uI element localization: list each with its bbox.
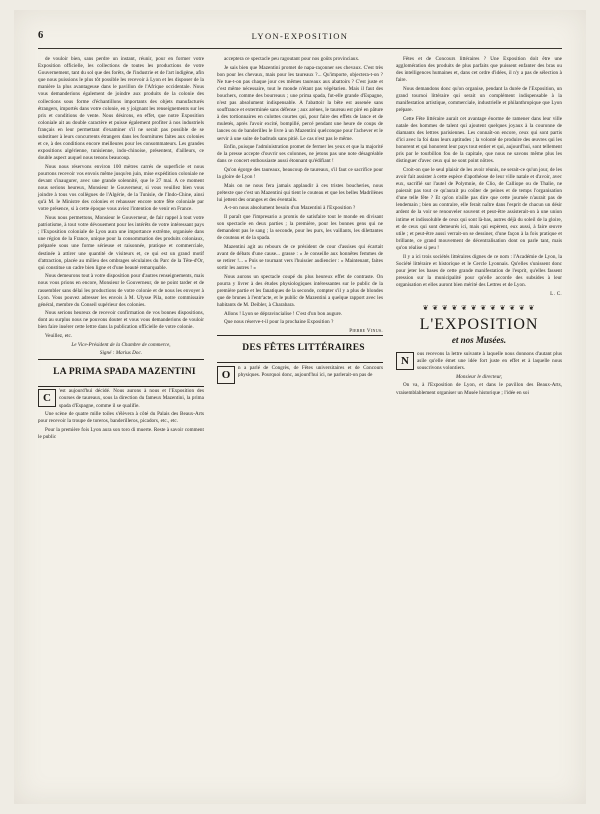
- drop-cap: O: [217, 366, 235, 384]
- body-paragraph: Une scène de quatre mille toiles s'élèvera à côté du Palais des Beaux-Arts pour recevoir la troupe de toreros, banderilleros, picadors, etc., etc.: [38, 411, 204, 425]
- body-paragraph: Veuillez, etc.: [45, 333, 73, 340]
- paragraph-text: 'est aujourd'hui décidé. Nous aurons à nous et l'Exposition des courses de taureaux, sous la direction du fameux Mazentini, la prima spada d'Espagne, comme il se qualifie.: [59, 388, 204, 409]
- body-paragraph: A-t-on nous absolument besoin d'un Mazentini à l'Exposition ?: [224, 205, 356, 212]
- column-container: [38, 56, 562, 796]
- body-paragraph: Cette Fête littéraire aurait cet avantage énorme de ramener dans leur ville natale des hommes de talent qui ajoutent quelques joyaux à la couronne de diamants des lettres parisiennes. Les connaît-on encore, ceux qui sont partis d'ici avec la foi dans leurs aptitudes ; la volonté de produire des œuvres qui les honorent et qui honorent leur pays tout entier et qui, aujourd'hui, sont tellement pris par le tourbillon fou de la capitale, que nous ne savons même plus les distinguer d'avec ceux qui ne sont point nôtres.: [396, 115, 562, 165]
- body-paragraph: Croit-on que le seul plaisir de les avoir réunis, ne serait-ce qu'un jour, de les avoir fait assister à cette espèce d'apothéose de leur ville natale et d'avoir, avec eux, sacrifié sur l'autel de Polymnie, de Clio, de Calliope ou de Thalie, ne paierait pas tout ce qu'aurait pu coûter de peines et de temps l'organisation d'une telle fête ? Et qu'on n'aille pas dire que cette journée n'aurait pas de lendemain ; bien au contraire, elle ferait naître dans l'esprit de chacun un désir ardent de la voir se renouveler souvent et peut-être assisterait-on à une union intime et indissoluble de ceux qui sont là-bas, autres déjà du soleil de la gloire, et de ceux qui sont demeurés ici, mais qui espèrent, eux aussi, à faire œuvre utile ; et peut-être aussi verrait-on se dessiner, d'une façon à la fois pratique et brillante, ce grand mouvement de décentralisation dont on parle tant, mais qu'on réalise si peu !: [396, 166, 562, 251]
- body-paragraph: acceptera ce spectacle peu ragoutant pour nos goûts provinciaux.: [224, 56, 360, 62]
- article-title: DES FÊTES LITTÉRAIRES: [242, 343, 365, 354]
- body-paragraph: Nous aurons un spectacle coupé du plus heureux effet de contraste. On pourra y livrer à des études physiologiques intéressantes sur le public de la première partie et les fanatiques de la seconde, compter s'il y a plus de blondes que de brunes à l'entr'acte, et le public de Mazentini a quelque rapport avec les habitants de M. Deibler, à Charabara.: [217, 273, 383, 309]
- body-paragraph: Mais on ne nous fera jamais applaudir à ces tristes boucheries, nous prétexte que c'est un Mazentini qui tient le couteau et que les belles Madrilènes lui jettent des oranges et des éventails.: [217, 182, 383, 203]
- article-heading-block: [217, 335, 383, 363]
- body-paragraph: Nous nous réservons environ 100 mètres carrés de superficie et nous pourrons recevoir vos envois même jusqu'en juin, mise expédition coloniale ne devant s'inaugurer, avec une grande solennité, que le 27 mai. A ce moment nous serions heureux, Monsieur le Gouverneur, si vous veuillez bien vous joindre à tous vos collègues de l'Algérie, de la Tunisie, de l'Indo-Chine, ainsi qu'à M. le Ministre des colonies et rehausser encore notre fête coloniale par votre présence, si à cette époque vous aviez l'intention de venir en France.: [38, 163, 204, 213]
- feature-subtitle: et nos Musées.: [451, 335, 507, 346]
- feature-title: L'EXPOSITION: [419, 316, 539, 334]
- body-paragraph-dropcap: [38, 388, 204, 409]
- header-rule: [38, 48, 562, 49]
- body-paragraph: On va, à l'Exposition de Lyon, et dans le pavillon des Beaux-Arts, vraisemblablement organiser un Musée historique ; l'idée en soi: [396, 382, 562, 396]
- article-signature: L. C.: [550, 291, 562, 297]
- drop-cap: C: [38, 389, 56, 407]
- body-paragraph: Qu'on égorge des taureaux, beaucoup de taureaux, s'il faut ce sacrifice pour la gloire de Lyon !: [217, 166, 383, 180]
- body-paragraph: Allons ! Lyon se dépravincialise ! C'est d'un bon augure.: [224, 310, 343, 317]
- body-paragraph: Il paraît que l'impresario a promis de satisfaire tout le monde en divisant son spectacle en deux parties ; la première, pour les bonnes gens qui ne demandent pas le sang ; la seconde, pour les purs, les vaillants, les dilettantes de couteau et de la spada.: [217, 213, 383, 242]
- paper-sheet: [14, 10, 586, 804]
- body-paragraph: Que nous réserve-t-il pour la prochaine Exposition ?: [224, 319, 334, 326]
- body-paragraph-dropcap: [217, 365, 383, 379]
- ornament-divider: ❦ ❦ ❦ ❦ ❦ ❦ ❦ ❦ ❦ ❦ ❦ ❦: [422, 304, 536, 313]
- body-paragraph: Enfin, puisque l'administration promet de fermer les yeux et que la majorité de la presse accepte d'ouvrir ses colonnes, ne jetons pas une note désagréable dans ce concert enthousiaste aussi étonnant qu'édifiant !: [217, 144, 383, 165]
- drop-cap: N: [396, 352, 414, 370]
- running-head: [38, 30, 562, 46]
- body-paragraph: de vouloir bien, sans perdre un instant, réunir, pour en former votre Exposition officielle, les collections de toutes les productions de votre Gouvernement, tant du sol que des forêts, de l'industrie et de l'art indigène, afin que nous puissions le plus tôt possible les recevoir à Lyon et les disposer de la manière la plus avantageuse dans le pavillon de l'Afrique occidentale. Nous vous demanderions également de joindre aux produits de la colonie des collections sous forme d'échantillons importants des objets manufacturés étrangers, importés dans votre colonie, en y joignant les renseignements sur les prix et conditions de vente. Nous désirons, en effet, que notre Exposition coloniale ait au double caractère et puisse également profiter à nos industriels français en leur permettant d'examiner s'il ne serait pas possible de se substituer à leurs concurrents étrangers dans les fournitures faites aux colonies et ce, à des conditions encore meilleures pour les consommateurs. Les grandes expositions algérienne, tunisienne, indo-chinoise, présentent, d'ailleurs, ce double aspect auquel nous tenons beaucoup.: [38, 56, 204, 162]
- article-signature: Pierre Vinus.: [349, 328, 383, 335]
- body-paragraph: Pour la première fois Lyon aura son toro di muerte. Reste à savoir comment le public: [38, 426, 204, 440]
- paragraph-text: n a parlé de Congrès, de Fêtes universitaires et de Concours physiques. Pourquoi donc, aujourd'hui ici, ne parlerait-on pas de: [238, 364, 383, 379]
- article-heading-block: [38, 359, 204, 387]
- body-paragraph: Nous nous permettons, Monsieur le Gouverneur, de fair rappel à tout votre patriotisme, à tout votre dévouement pour les intérêts de votre intéressant pays ; l'Exposition coloniale de Lyon aura une importance extrême, organisée dans une région de la France, unique pour la consommation des produits coloniaux, préparée sous une forme sérieuse et raisonnée, pratique et commerciale, destinée à attirer une quantité de visiteurs et, ce qui est un grand motif d'attraction, placée au milieu des ombrages séculaires du Parc de la Tête-d'Or, qui constitue un cadre bien ligne et d'une beauté remarquable.: [38, 215, 204, 271]
- body-paragraph: Mazentini agit au rebours de ce président de cour d'assises qui écartait avant de débats d'une cause... grasse : « Je conseille aux honnêtes femmes de se retirer !... « Puis se tournant vers l'huissier audiencier : « Maintenant, faites sortir les autres ! »: [217, 243, 383, 272]
- body-paragraph: Fêtes et de Concours littéraires ? Une Exposition doit être une agglomération des produits de plus parfaits que puissent enfanter des bras ou des intelligences humaines et, dans cet ordre d'idées, il n'y a pas de sélection à faire.: [396, 56, 562, 84]
- body-paragraph: Il y a ici trois sociétés littéraires dignes de ce nom : l'Académie de Lyon, la Société littéraire et historique et le Cercle Lyonnais. Qu'elles s'unissent donc pour jeter les bases de cette grande manifestation de l'esprit, qu'elles fassent pression sur la municipalité pour qu'elle accorde des subsides à leur organisation et elles auront bien mérité des Lettres et de Lyon.: [396, 253, 562, 288]
- body-paragraph-dropcap: [396, 351, 562, 372]
- letter-salutation: Monsieur le directeur,: [455, 373, 503, 380]
- body-paragraph: Je sais bien que Mazentini promet de napa-raçonner ses chevaux. C'est très bon pour les chevaux, mais pour les taureaux ?... Qu'importe, objectera-t-on ? Ne tue-t-on pas chaque jour ces mêmes taureaux aux abattoirs ? C'est juste et c'est même nécessaire, tout le monde n'étant pas végétarien. Mais il faut des bouchers, comme des bourreaux ; une prima spada, fut-elle grande d'Espagne, n'est pas absolument indispensable. A l'abattoir la bête est assenée sans souffrance et exterminée sans défense ; aux arènes, le taureau est piré en pâture à des tortionnaires en culottes courtes qui, pour faire des effets de lance et de muletés, après l'avoir excité, bompillé, percé pendant une heure de coups de lances ou de banderilles le livre à un Mazentini quelconque pour l'achever et le servir à une suite de badruds sans pitié. Le cas n'est pas le même.: [217, 64, 383, 142]
- text-column-2: [217, 56, 383, 796]
- body-paragraph: Nous demandons donc qu'on organise, pendant la durée de l'Exposition, un grand tournoi littéraire qui serait un complément indispensable à la manifestation artistique, commerciale, industrielle et philanthropique que Lyon prépare.: [396, 85, 562, 114]
- running-title: LYON-EXPOSITION: [251, 31, 349, 41]
- text-column-1: [38, 56, 204, 796]
- body-paragraph: Nous serions heureux de recevoir confirmation de vos bonnes dispositions, dont au surplus nous ne pouvons douter et vous vous demanderions de vouloir bien faire insérer cette lettre dans la publication officielle de votre colonie.: [38, 310, 204, 331]
- page-number: 6: [38, 30, 44, 41]
- letter-signature: Le Vice-Président de la Chambre de commerce,: [71, 341, 171, 348]
- paragraph-text: ous recevons la lettre suivante à laquelle nous donnons d'autant plus asile qu'elle émet une idée fort juste en effet et à laquelle nous souscrivons volontiers.: [417, 351, 562, 372]
- body-paragraph: Nous demeurons tout à votre disposition pour d'autres renseignements, mais nous vous prions en encore, Monsieur le Gouverneur, de ne point tarder et de rassembler sans délai les productions de votre colonie et de nous les envoyer à Lyon. Vous pouvez adresser les envois à M. Ulysse Pila, notre commissaire général, membre du Conseil supérieur des colonies.: [38, 273, 204, 308]
- letter-signature: Signé : Marius Doc.: [99, 350, 143, 357]
- article-title: LA PRIMA SPADA MAZENTINI: [53, 366, 196, 377]
- text-column-3: [396, 56, 562, 796]
